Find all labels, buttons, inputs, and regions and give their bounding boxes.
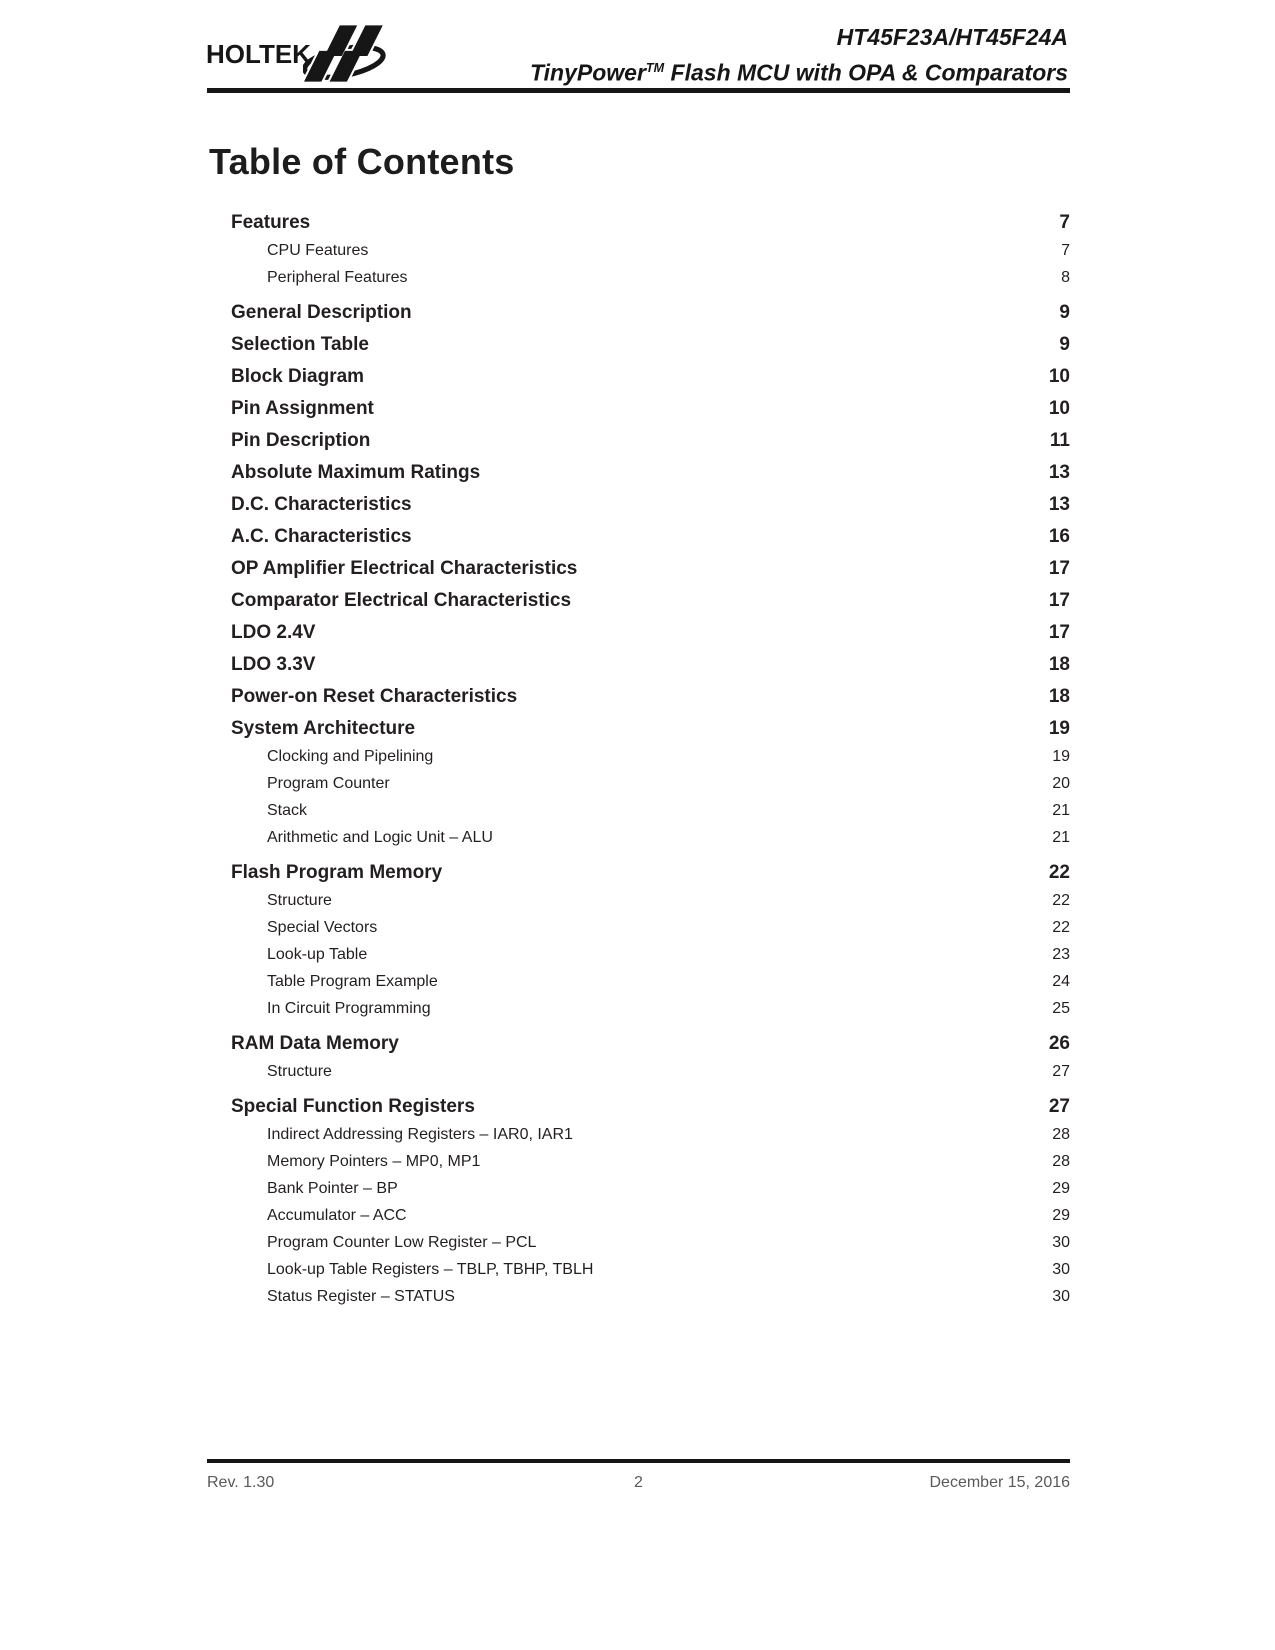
toc-entry-page: 19 [1048,718,1070,739]
toc-entry-label: Look-up Table [267,946,368,963]
page-title: Table of Contents [209,141,515,182]
toc-entry-label: Stack [267,802,308,819]
toc-entry-label: Absolute Maximum Ratings [231,462,481,483]
toc-entry-label: Memory Pointers – MP0, MP1 [267,1153,481,1170]
toc-entry[interactable] [207,1152,1070,1172]
footer-revision: Rev. 1.30 [207,1474,275,1491]
toc-entry-label: Bank Pointer – BP [267,1180,398,1197]
toc-entry-label: D.C. Characteristics [231,494,412,515]
toc-entry-label: In Circuit Programming [267,1000,431,1017]
toc-entry-page: 24 [1052,973,1070,990]
toc-list [207,212,1070,1307]
toc-entry-label: LDO 2.4V [231,622,316,643]
toc-entry-label: General Description [231,302,412,323]
holtek-flash-logo-icon [303,24,395,86]
toc-entry-label: Selection Table [231,334,369,355]
toc-entry-page: 10 [1048,398,1070,419]
toc-entry[interactable] [207,1096,1070,1118]
toc-entry-page: 22 [1048,862,1070,883]
toc-entry-page: 7 [1059,212,1070,233]
toc-entry-label: Program Counter Low Register – PCL [267,1234,537,1251]
document-title-subtitle [530,53,1068,89]
toc-entry-page: 22 [1052,919,1070,936]
toc-entry[interactable] [207,526,1070,548]
toc-entry[interactable] [207,945,1070,965]
toc-entry-page: 10 [1048,366,1070,387]
toc-entry[interactable] [207,1287,1070,1307]
toc-entry-page: 25 [1052,1000,1070,1017]
toc-entry-page: 30 [1052,1288,1070,1305]
trademark-superscript: TM [645,61,665,75]
toc-entry[interactable] [207,718,1070,740]
toc-entry-label: Special Function Registers [231,1096,475,1117]
toc-entry[interactable] [207,891,1070,911]
toc-entry[interactable] [207,268,1070,288]
toc-entry-page: 11 [1049,430,1070,451]
toc-entry[interactable] [207,972,1070,992]
toc-entry[interactable] [207,212,1070,234]
toc-entry[interactable] [207,1179,1070,1199]
toc-entry[interactable] [207,302,1070,324]
toc-entry[interactable] [207,494,1070,516]
holtek-logo-wordmark: HOLTEK [206,39,311,69]
toc-entry-page: 27 [1052,1063,1070,1080]
toc-entry[interactable] [207,430,1070,452]
toc-entry-page: 27 [1048,1096,1070,1117]
document-title-product: HT45F23A/HT45F24A [836,24,1068,50]
toc-entry[interactable] [207,558,1070,580]
toc-entry[interactable] [207,686,1070,708]
toc-entry[interactable] [207,654,1070,676]
toc-entry-page: 28 [1052,1126,1070,1143]
toc-entry-page: 9 [1059,302,1070,323]
toc-entry[interactable] [207,398,1070,420]
toc-entry-label: Accumulator – ACC [267,1207,407,1224]
toc-entry-page: 30 [1052,1261,1070,1278]
toc-entry-page: 21 [1052,829,1070,846]
page-footer [207,1474,1070,1492]
toc-entry-page: 9 [1059,334,1070,355]
toc-entry-page: 17 [1048,558,1070,579]
toc-entry[interactable] [207,622,1070,644]
toc-entry-label: Indirect Addressing Registers – IAR0, IAR1 [267,1126,573,1143]
toc-entry-page: 8 [1061,269,1070,286]
toc-entry[interactable] [207,1062,1070,1082]
toc-entry-label: Flash Program Memory [231,862,443,883]
toc-entry-label: Clocking and Pipelining [267,748,434,765]
toc-entry[interactable] [207,801,1070,821]
toc-entry-label: CPU Features [267,242,369,259]
toc-entry-label: Block Diagram [231,366,365,387]
toc-entry[interactable] [207,747,1070,767]
toc-entry-label: Structure [267,892,332,909]
toc-entry-label: Structure [267,1063,332,1080]
toc-entry-page: 30 [1052,1234,1070,1251]
toc-entry[interactable] [207,918,1070,938]
toc-entry-page: 22 [1052,892,1070,909]
toc-entry[interactable] [207,999,1070,1019]
toc-entry[interactable] [207,334,1070,356]
toc-entry-page: 29 [1052,1180,1070,1197]
toc-entry[interactable] [207,774,1070,794]
toc-entry[interactable] [207,862,1070,884]
toc-entry-page: 29 [1052,1207,1070,1224]
toc-entry-label: Pin Assignment [231,398,374,419]
toc-entry-page: 19 [1052,748,1070,765]
document-title [530,22,1068,89]
toc-entry-label: Special Vectors [267,919,378,936]
toc-entry-page: 28 [1052,1153,1070,1170]
toc-entry[interactable] [207,590,1070,612]
footer-page-number: 2 [634,1474,643,1491]
header-divider [207,88,1070,93]
toc-entry-label: Program Counter [267,775,390,792]
toc-entry[interactable] [207,241,1070,261]
toc-entry-page: 18 [1048,654,1070,675]
toc-entry[interactable] [207,1260,1070,1280]
toc-entry-label: Arithmetic and Logic Unit – ALU [267,829,493,846]
toc-entry-label: OP Amplifier Electrical Characteristics [231,558,578,579]
footer-divider [207,1459,1070,1463]
toc-entry-page: 13 [1048,462,1070,483]
toc-entry-label: Comparator Electrical Characteristics [231,590,572,611]
toc-entry[interactable] [207,1233,1070,1253]
toc-entry-label: System Architecture [231,718,416,739]
toc-entry[interactable] [207,828,1070,848]
table-of-contents-section [207,142,1070,1307]
toc-entry-label: RAM Data Memory [231,1033,399,1054]
toc-entry[interactable] [207,1125,1070,1145]
toc-entry-page: 21 [1052,802,1070,819]
toc-entry-label: LDO 3.3V [231,654,316,675]
toc-entry-page: 17 [1048,622,1070,643]
toc-entry-page: 7 [1061,242,1070,259]
toc-entry[interactable] [207,1033,1070,1055]
toc-entry-label: Pin Description [231,430,371,451]
toc-entry-page: 26 [1048,1033,1070,1054]
toc-entry-label: Status Register – STATUS [267,1288,455,1305]
toc-entry[interactable] [207,462,1070,484]
subtitle-rest: Flash MCU with OPA & Comparators [664,59,1068,86]
toc-entry-label: Look-up Table Registers – TBLP, TBHP, TBLH [267,1261,594,1278]
toc-entry-page: 18 [1048,686,1070,707]
toc-entry[interactable] [207,366,1070,388]
toc-entry-label: Table Program Example [267,973,438,990]
subtitle-brand: TinyPower [530,59,646,86]
toc-entry[interactable] [207,1206,1070,1226]
toc-entry-page: 16 [1048,526,1070,547]
toc-entry-label: Features [231,212,311,233]
holtek-logo [206,24,395,86]
toc-entry-label: Peripheral Features [267,269,408,286]
toc-entry-label: Power-on Reset Characteristics [231,686,518,707]
toc-entry-page: 23 [1052,946,1070,963]
toc-entry-page: 17 [1048,590,1070,611]
toc-entry-page: 20 [1052,775,1070,792]
toc-entry-page: 13 [1048,494,1070,515]
toc-entry-label: A.C. Characteristics [231,526,412,547]
footer-date: December 15, 2016 [929,1474,1071,1491]
